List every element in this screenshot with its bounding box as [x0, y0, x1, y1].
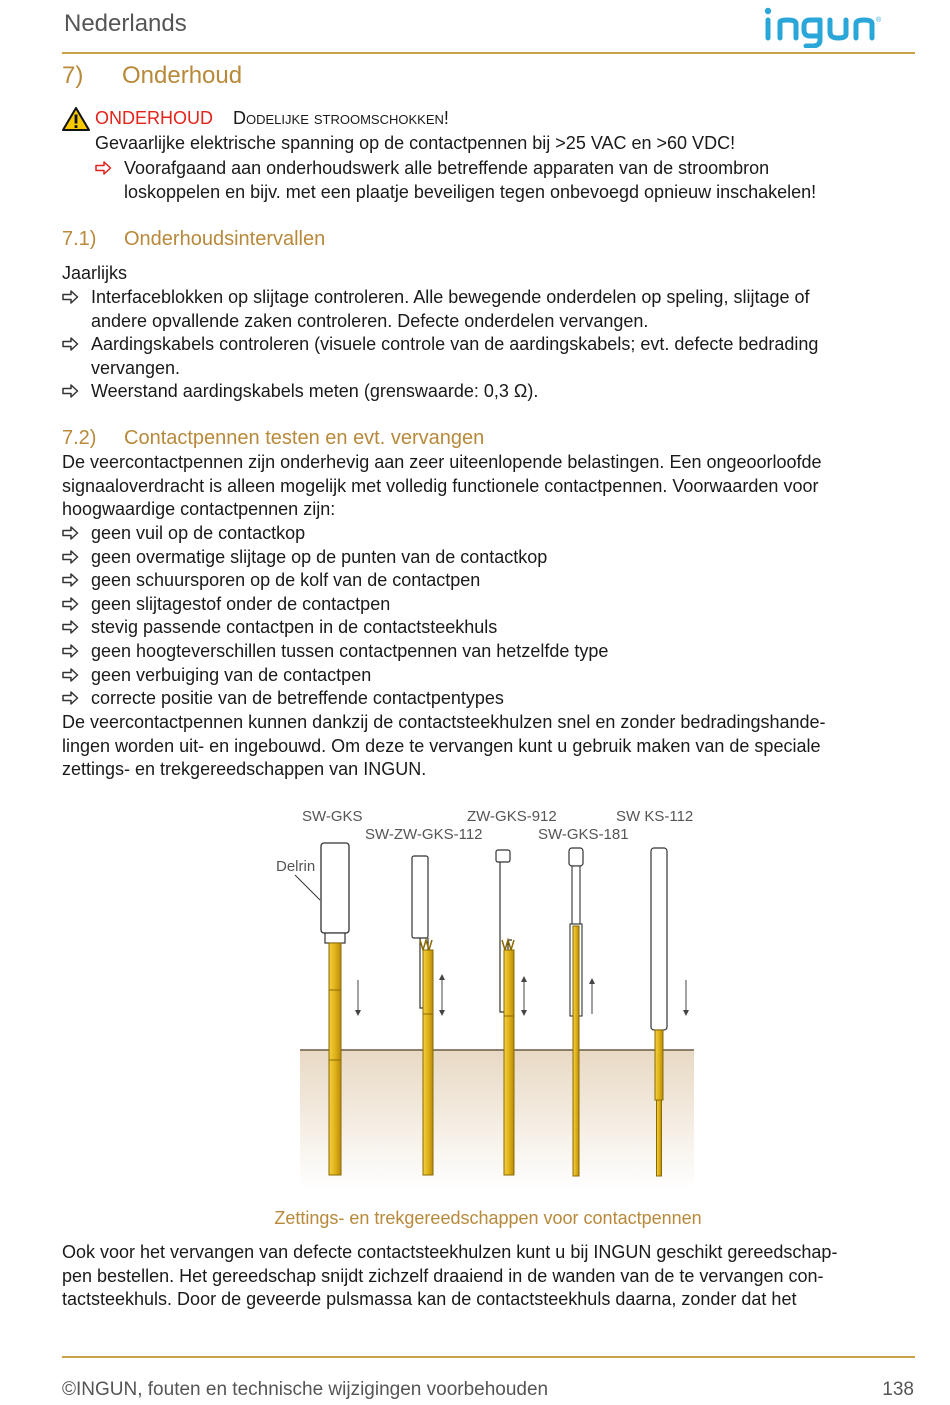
section-number: 7): [62, 62, 84, 89]
pin-3: [504, 950, 514, 1175]
subsection-heading: [62, 228, 325, 251]
arrow-right-icon: [62, 337, 79, 351]
header-rule: [62, 52, 915, 54]
outro-paragraph: [62, 711, 917, 782]
list-item-text: stevig passende contactpen in de contactsteekhuls: [91, 617, 498, 638]
list-item: [62, 546, 917, 570]
arrow-right-icon: [62, 644, 79, 658]
list-item: [62, 286, 917, 333]
ground-block: [300, 1050, 694, 1190]
arrow-right-icon: [62, 573, 79, 587]
header-language: Nederlands: [64, 10, 187, 37]
list-item-text: geen verbuiging van de contactpen: [91, 664, 372, 685]
intro-paragraph: [62, 451, 917, 522]
label-sw-gks-181: SW-GKS-181: [538, 826, 629, 843]
tools-illustration: [260, 800, 720, 1200]
list-item-text: correcte positie van de betreffende contactpentypes: [91, 688, 504, 709]
warning-icon: [62, 106, 90, 132]
pin-4: [573, 926, 579, 1176]
arrow-right-icon: [62, 620, 79, 634]
pin-2: [423, 950, 433, 1175]
paragraph-line: hoogwaardige contactpennen zijn:: [62, 499, 336, 520]
arrow-right-icon: [62, 550, 79, 564]
subsection-number: 7.2): [62, 427, 97, 449]
arrow-right-icon: [62, 290, 79, 304]
paragraph-line: signaaloverdracht is alleen mogelijk met volledig functionele contactpennen. Voorwaarden voor: [62, 475, 819, 496]
label-sw-zw-gks-112: SW-ZW-GKS-112: [365, 826, 483, 843]
arrow-right-icon: [95, 161, 112, 175]
subsection-title: Onderhoudsintervallen: [124, 228, 326, 250]
subsection-title: Contactpennen testen en evt. vervangen: [124, 427, 485, 449]
arrow-right-icon: [62, 691, 79, 705]
list-item-text: geen slijtagestof onder de contactpen: [91, 593, 391, 614]
list-item: [62, 569, 917, 593]
svg-text:®: ®: [876, 17, 882, 24]
interval-subheading: Jaarlijks: [62, 263, 128, 283]
warning-action-line: Voorafgaand aan onderhoudswerk alle betreffende apparaten van de stroombron: [124, 158, 770, 178]
warning-header: [95, 107, 449, 131]
list-item-text: geen schuursporen op de kolf van de contactpen: [91, 570, 481, 591]
list-item-text: geen overmatige slijtage op de punten van de contactkop: [91, 546, 548, 567]
arrow-right-icon: [62, 526, 79, 540]
tool-sw-gks-handle: [321, 843, 349, 933]
list-item: [62, 593, 917, 617]
paragraph-line: De veercontactpennen zijn onderhevig aan zeer uiteenlopende belastingen. Een ongeoorloofde: [62, 452, 822, 472]
list-item: [62, 333, 917, 380]
arrow-right-icon: [62, 597, 79, 611]
warning-text: Gevaarlijke elektrische spanning op de contactpennen bij >25 VAC en >60 VDC!: [95, 133, 736, 153]
list-item-text: geen vuil op de contactkop: [91, 523, 306, 543]
list-item-line: Aardingskabels controleren (visuele controle van de aardingskabels; evt. defecte bedrading: [91, 334, 819, 354]
closing-paragraph: [62, 1241, 917, 1312]
section-title: Onderhoud: [122, 62, 243, 89]
paragraph-line: lingen worden uit- en ingebouwd. Om deze te vervangen kunt u gebruik maken van de speciale: [62, 735, 821, 756]
label-delrin: Delrin: [276, 858, 316, 875]
arrow-right-icon: [62, 384, 79, 398]
warning-action: [95, 157, 915, 204]
label-zw-gks-912: ZW-GKS-912: [467, 808, 557, 825]
paragraph-line: tactsteekhuls. Door de geveerde pulsmassa kan de contactsteekhuls daarna, zonder dat het: [62, 1289, 797, 1310]
warning-label: ONDERHOUD: [95, 108, 214, 128]
list-item: [62, 380, 917, 404]
list-item: [62, 522, 917, 546]
list-item: [62, 640, 917, 664]
label-sw-ks-112: SW KS-112: [616, 808, 694, 825]
pin-1: [329, 943, 341, 1175]
figure-caption: Zettings- en trekgereedschappen voor contactpennen: [274, 1208, 702, 1228]
subsection-heading: [62, 427, 484, 450]
footer-copyright: ©INGUN, fouten en technische wijzigingen voorbehouden: [62, 1379, 549, 1400]
list-item: [62, 664, 917, 688]
page-number: 138: [882, 1379, 914, 1400]
label-sw-gks: SW-GKS: [302, 808, 363, 825]
list-item-line: andere opvallende zaken controleren. Defecte onderdelen vervangen.: [91, 310, 649, 331]
pin-5: [655, 1030, 663, 1100]
tools-figure: [260, 800, 720, 1200]
tool-sw-zw-gks-112-handle: [412, 856, 428, 938]
warning-title: Dodelijke stroomschokken!: [233, 108, 449, 128]
tool-sw-ks-112-handle: [651, 848, 667, 1030]
list-item: [62, 687, 917, 711]
list-item: [62, 616, 917, 640]
paragraph-line: pen bestellen. Het gereedschap snijdt zichzelf draaiend in de wanden van de te vervangen con-: [62, 1265, 824, 1286]
arrow-right-icon: [62, 668, 79, 682]
paragraph-line: De veercontactpennen kunnen dankzij de contactsteekhulzen snel en zonder bedradingshande-: [62, 712, 826, 732]
section-heading: [62, 62, 242, 90]
list-item-text: geen hoogteverschillen tussen contactpennen van hetzelfde type: [91, 641, 609, 661]
paragraph-line: zettings- en trekgereedschappen van INGUN.: [62, 759, 427, 780]
list-item-line: Interfaceblokken op slijtage controleren. Alle bewegende onderdelen op speling, slijtage of: [91, 287, 810, 307]
paragraph-line: Ook voor het vervangen van defecte contactsteekhulzen kunt u bij INGUN geschikt gereedschap-: [62, 1242, 838, 1262]
subsection-number: 7.1): [62, 228, 97, 250]
warning-action-line: loskoppelen en bijv. met een plaatje beveiligen tegen onbevoegd opnieuw inschakelen!: [124, 181, 817, 202]
ingun-logo: [762, 4, 922, 48]
list-item-line: vervangen.: [91, 357, 181, 378]
footer-rule: [62, 1356, 915, 1358]
list-item-line: Weerstand aardingskabels meten (grenswaarde: 0,3 Ω).: [91, 381, 539, 401]
